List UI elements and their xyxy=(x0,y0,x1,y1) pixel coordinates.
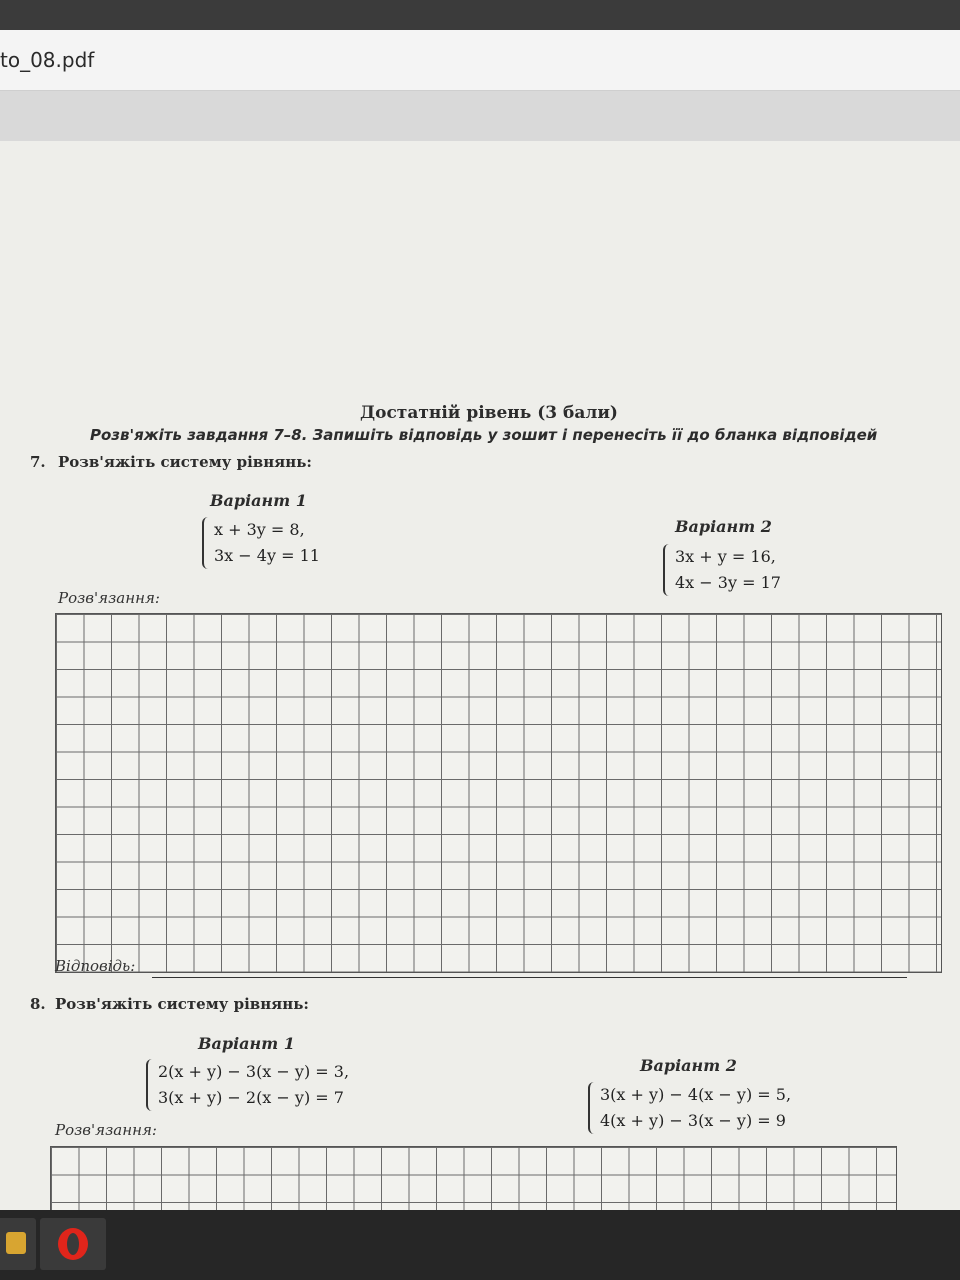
task-8-number: 8. xyxy=(30,995,46,1013)
equation: 3(x + y) − 4(x − y) = 5, xyxy=(600,1085,792,1104)
equation: 2(x + y) − 3(x − y) = 3, xyxy=(158,1062,350,1081)
equation: 3x + y = 16, xyxy=(675,547,776,566)
task-8-text: Розв'яжіть систему рівнянь: xyxy=(55,995,309,1013)
task-7-variant-1-label: Варіант 1 xyxy=(210,491,307,510)
task-7-variant-2-system xyxy=(663,544,781,596)
taskbar-item-opera[interactable] xyxy=(40,1218,106,1270)
task-7-variant-1-system xyxy=(202,517,320,569)
equation: 4(x + y) − 3(x − y) = 9 xyxy=(600,1111,786,1130)
task-7-answer-line xyxy=(152,977,907,978)
task-8-variant-1-system xyxy=(146,1059,349,1111)
task-7-number: 7. xyxy=(30,453,46,471)
task-8-solution-label: Розв'язання: xyxy=(55,1121,157,1139)
equation: x + 3y = 8, xyxy=(214,520,305,539)
task-7-variant-2-label: Варіант 2 xyxy=(675,517,772,536)
task-8-solution-grid xyxy=(50,1146,897,1210)
section-title: Достатній рівень (3 бали) xyxy=(360,403,618,423)
document-title: to_08.pdf xyxy=(0,48,95,72)
folder-icon xyxy=(6,1232,26,1254)
equation: 3(x + y) − 2(x − y) = 7 xyxy=(158,1088,344,1107)
task-7-solution-grid xyxy=(55,613,942,973)
taskbar xyxy=(0,1210,960,1280)
task-7-text: Розв'яжіть систему рівнянь: xyxy=(58,453,312,471)
task-8-variant-1-label: Варіант 1 xyxy=(198,1034,295,1053)
task-8-variant-2-label: Варіант 2 xyxy=(640,1056,737,1075)
document-viewport[interactable] xyxy=(0,91,960,1210)
task-7-answer-label: Відповідь: xyxy=(55,957,136,975)
title-bar[interactable] xyxy=(0,30,960,91)
equation: 4x − 3y = 17 xyxy=(675,573,781,592)
equation: 3x − 4y = 11 xyxy=(214,546,320,565)
opera-icon xyxy=(56,1226,90,1262)
instruction-text: Розв'яжіть завдання 7–8. Запишіть відповідь у зошит і перенесіть її до бланка відповідей xyxy=(90,426,878,444)
task-7-solution-label: Розв'язання: xyxy=(58,589,160,607)
taskbar-item-folder[interactable] xyxy=(0,1218,36,1270)
pdf-viewer-window xyxy=(0,30,960,1210)
task-8-variant-2-system xyxy=(588,1082,791,1134)
pdf-page xyxy=(0,141,960,1210)
